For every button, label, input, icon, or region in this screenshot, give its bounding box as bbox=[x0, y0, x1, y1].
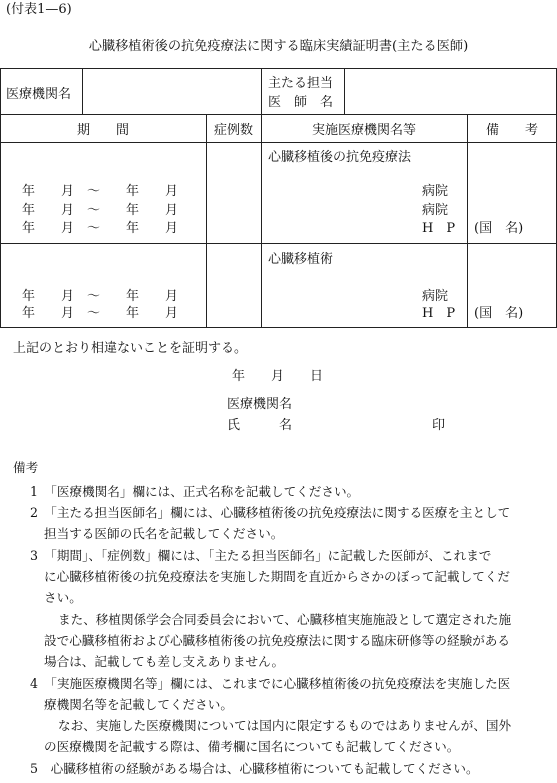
country-name-remark: (国 名) bbox=[474, 221, 524, 236]
note-line: 3 「期間」、「症例数」欄には、「主たる担当医師名」に記載した医師が、これまで bbox=[30, 548, 492, 563]
note-line: 設で心臓移植術および心臓移植術後の抗免疫療法に関する臨床研修等の経験がある bbox=[44, 633, 510, 648]
main-doctor-label-line2: 医 師 名 bbox=[268, 95, 334, 110]
note-line: の医療機関を記載する際は、備考欄に国名についても記載してください。 bbox=[44, 739, 460, 754]
country-name-remark: (国 名) bbox=[474, 306, 524, 321]
note-line: 場合は、記載しても差し支えありません。 bbox=[44, 654, 285, 669]
period-row: 年 月 ～ 年 月 bbox=[22, 289, 179, 304]
institution-type: H P bbox=[422, 221, 456, 236]
column-header-cases: 症例数 bbox=[213, 123, 253, 138]
notes-heading: 備考 bbox=[13, 460, 39, 475]
period-row: 年 月 ～ 年 月 bbox=[22, 184, 179, 199]
note-line: さい。 bbox=[44, 590, 82, 605]
certification-institution-label: 医療機関名 bbox=[227, 397, 293, 412]
note-line: 5 心臓移植術の経験がある場合は、心臓移植術についても記載してください。 bbox=[30, 761, 479, 776]
period-row: 年 月 ～ 年 月 bbox=[22, 203, 179, 218]
page-title: 心臓移植術後の抗免疫療法に関する臨床実績証明書(主たる医師) bbox=[88, 39, 469, 54]
period-row: 年 月 ～ 年 月 bbox=[22, 306, 179, 321]
section-heading-immunotherapy: 心臓移植後の抗免疫療法 bbox=[268, 150, 412, 165]
note-line: 療機関名等を記載してください。 bbox=[44, 697, 233, 712]
note-line: 担当する医師の氏名を記載してください。 bbox=[44, 526, 284, 541]
column-header-period: 期 間 bbox=[76, 123, 129, 138]
note-line: また、移植関係学会合同委員会において、心臓移植実施施設として選定された施 bbox=[58, 612, 512, 627]
certification-date: 年 月 日 bbox=[232, 369, 324, 384]
note-line: なお、実施した医療機関については国内に限定するものではありませんが、国外 bbox=[58, 718, 512, 733]
section-heading-transplant: 心臓移植術 bbox=[268, 252, 334, 267]
note-line: 4 「実施医療機関名等」欄には、これまでに心臓移植術後の抗免疫療法を実施した医 bbox=[30, 676, 511, 691]
institution-name-label: 医療機関名 bbox=[6, 87, 72, 102]
note-line: 1 「医療機関名」欄には、正式名称を記載してください。 bbox=[30, 484, 360, 499]
certification-name-label: 氏 名 bbox=[227, 418, 293, 433]
certification-statement: 上記のとおり相違ないことを証明する。 bbox=[13, 341, 248, 356]
form-number: (付表1—6) bbox=[6, 2, 72, 17]
main-doctor-label-line1: 主たる担当 bbox=[268, 76, 334, 91]
period-row: 年 月 ～ 年 月 bbox=[22, 221, 179, 236]
note-line: に心臓移植術後の抗免疫療法を実施した期間を直近からさかのぼって記載してくだ bbox=[44, 569, 510, 584]
institution-type: 病院 bbox=[422, 203, 449, 218]
institution-type: 病院 bbox=[422, 289, 449, 304]
column-header-remarks: 備 考 bbox=[485, 123, 538, 138]
column-header-institution: 実施医療機関名等 bbox=[311, 123, 416, 138]
note-line: 2 「主たる担当医師名」欄には、心臓移植術後の抗免疫療法に関する医療を主として bbox=[30, 505, 511, 520]
institution-type: H P bbox=[422, 306, 456, 321]
seal-mark: 印 bbox=[432, 418, 446, 433]
institution-type: 病院 bbox=[422, 184, 449, 199]
